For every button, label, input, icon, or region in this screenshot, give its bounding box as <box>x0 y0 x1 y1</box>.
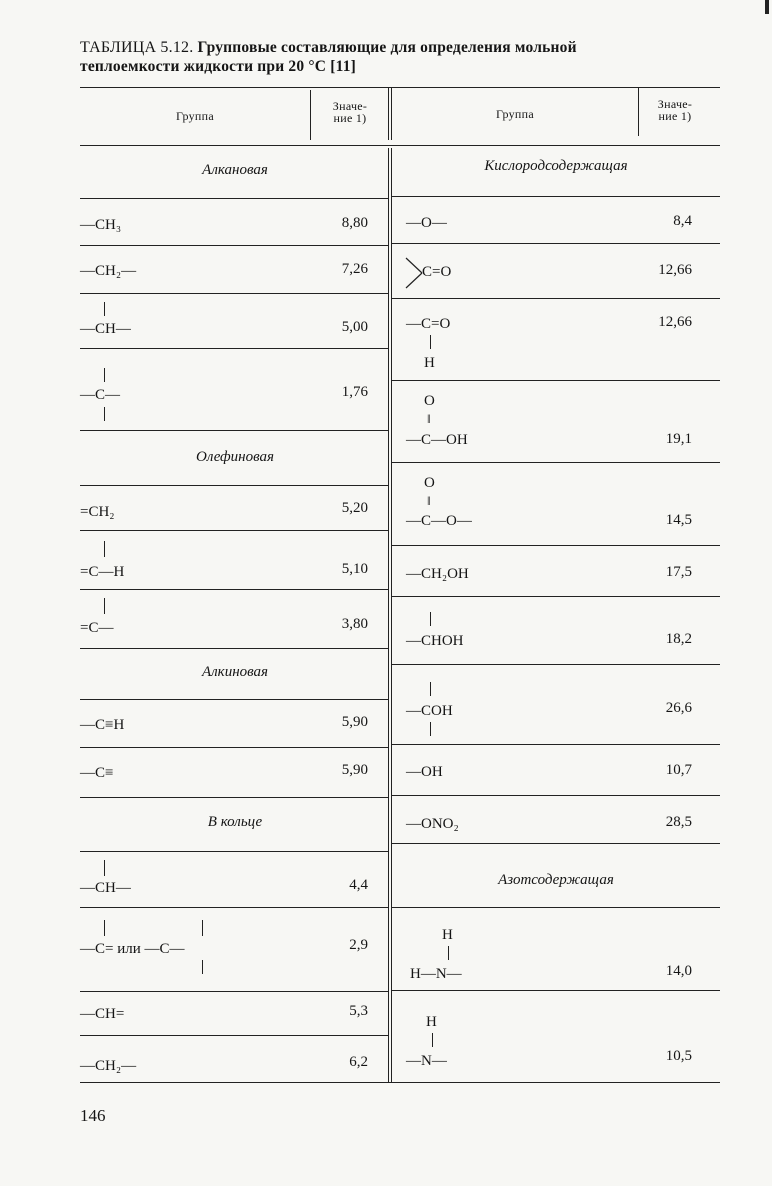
right-value-12: 10,5 <box>665 1048 692 1064</box>
left-group-5: =CH₂ <box>80 504 115 520</box>
bond-mark <box>104 368 105 382</box>
left-group-8: —C≡H <box>80 717 125 733</box>
right-rule <box>392 596 720 597</box>
left-rule <box>80 648 388 649</box>
header-group-right <box>392 108 638 120</box>
right-group-7: —CHOH <box>406 633 464 649</box>
bond-mark <box>430 682 431 696</box>
table-number: ТАБЛИЦА 5.12. <box>80 39 194 56</box>
left-group-2: —CH₂— <box>80 263 137 279</box>
right-value-1: 8,4 <box>673 213 692 229</box>
header-group-right-text: Группа <box>496 107 534 121</box>
right-group-2: C=O <box>422 264 452 280</box>
page-number: 146 <box>80 1106 106 1125</box>
left-value-6: 5,10 <box>341 561 368 577</box>
right-value-5: 14,5 <box>665 512 692 528</box>
left-group-9: —C≡ <box>80 765 114 781</box>
left-value-2: 7,26 <box>341 261 368 277</box>
double-bond-mark: ‖ <box>427 411 431 426</box>
right-rule <box>392 380 720 381</box>
center-rule-b <box>391 148 392 1083</box>
right-value-8: 26,6 <box>665 700 692 716</box>
right-value-2: 12,66 <box>658 262 692 278</box>
right-rule <box>392 907 720 908</box>
header-divider-2 <box>388 88 389 140</box>
left-rule <box>80 1035 388 1036</box>
bond-mark <box>432 1033 433 1047</box>
left-rule <box>80 293 388 294</box>
header-group-left-text: Группа <box>176 109 214 123</box>
left-value-13: 6,2 <box>349 1054 368 1070</box>
right-rule <box>392 196 720 197</box>
header-value-right <box>640 98 710 122</box>
left-rule <box>80 851 388 852</box>
right-group-8: —COH <box>406 703 453 719</box>
left-rule <box>80 991 388 992</box>
double-bond-mark: ‖ <box>427 493 431 508</box>
left-rule <box>80 198 388 199</box>
section-oxygen: Кислородсодержащая <box>484 158 628 174</box>
section-alkane: Алкановая <box>202 162 268 178</box>
right-group-3: —C=O <box>406 316 451 332</box>
right-group-3-h: H <box>424 355 435 371</box>
left-group-10: —CH— <box>80 880 131 896</box>
right-group-10: —ONO₂ <box>406 816 459 832</box>
left-group-1: —CH₃ <box>80 217 122 233</box>
bond-mark <box>104 920 105 936</box>
left-group-4: —C— <box>80 387 121 403</box>
bond-mark <box>202 960 203 974</box>
left-value-9: 5,90 <box>341 762 368 778</box>
right-group-11: H—N— <box>410 966 462 982</box>
left-rule <box>80 485 388 486</box>
left-rule <box>80 245 388 246</box>
right-group-4: —C—OH <box>406 432 468 448</box>
left-value-4: 1,76 <box>341 384 368 400</box>
left-rule <box>80 530 388 531</box>
header-bottom-rule <box>80 145 720 146</box>
right-rule <box>392 843 720 844</box>
bond-mark <box>202 920 203 936</box>
right-rule <box>392 795 720 796</box>
right-rule <box>392 664 720 665</box>
corner-mark <box>765 0 769 14</box>
left-rule <box>80 747 388 748</box>
header-value-left-line2: ние 1) <box>333 111 367 125</box>
right-group-6: —CH₂OH <box>406 566 469 582</box>
section-alkyne: Алкиновая <box>201 664 269 680</box>
left-group-11: —C= или —C— <box>80 941 185 957</box>
right-group-4-o: O <box>424 393 435 409</box>
left-group-3: —CH— <box>80 321 131 337</box>
bond-mark <box>104 407 105 421</box>
bond-mark <box>104 860 105 876</box>
right-rule <box>392 298 720 299</box>
left-rule <box>80 589 388 590</box>
right-rule <box>392 243 720 244</box>
right-group-1: —O— <box>406 215 447 231</box>
left-value-10: 4,4 <box>349 877 368 893</box>
left-rule <box>80 430 388 431</box>
right-value-9: 10,7 <box>665 762 692 778</box>
header-divider-1 <box>310 90 311 140</box>
right-group-12: —N— <box>406 1053 447 1069</box>
left-rule <box>80 797 388 798</box>
title-line-2: теплоемкости жидкости при 20 °C [11] <box>80 58 357 75</box>
right-value-6: 17,5 <box>665 564 692 580</box>
right-value-10: 28,5 <box>665 814 692 830</box>
right-rule <box>392 545 720 546</box>
header-value-left <box>312 100 388 124</box>
right-group-5-o: O <box>424 475 435 491</box>
center-rule-a <box>388 148 389 1083</box>
header-value-left-line1: Значе- <box>332 99 368 113</box>
left-value-5: 5,20 <box>341 500 368 516</box>
section-nitrogen: Азотсодержащая <box>498 872 614 888</box>
right-rule <box>392 990 720 991</box>
title-line-1: Групповые составляющие для определения мольной <box>197 39 577 56</box>
right-rule <box>392 462 720 463</box>
left-rule <box>80 699 388 700</box>
header-divider-3 <box>638 88 639 136</box>
table-title <box>80 38 680 76</box>
left-group-7: =C— <box>80 620 114 636</box>
bond-mark <box>104 541 105 557</box>
header-value-right-line2: ние 1) <box>658 109 692 123</box>
left-value-11: 2,9 <box>349 937 368 953</box>
right-value-3: 12,66 <box>658 314 692 330</box>
left-value-12: 5,3 <box>349 1003 368 1019</box>
header-top-rule <box>80 87 720 88</box>
table-bottom-rule <box>80 1082 720 1083</box>
header-group-left <box>80 110 310 122</box>
right-group-12-h: H <box>426 1014 437 1030</box>
right-value-4: 19,1 <box>665 431 692 447</box>
left-rule <box>80 348 388 349</box>
left-group-12: —CH= <box>80 1006 125 1022</box>
left-value-7: 3,80 <box>341 616 368 632</box>
right-group-11-h: H <box>442 927 453 943</box>
bond-mark <box>104 598 105 614</box>
left-value-8: 5,90 <box>341 714 368 730</box>
right-rule <box>392 744 720 745</box>
right-group-9: —OH <box>406 764 443 780</box>
section-ring: В кольце <box>207 814 263 830</box>
left-value-3: 5,00 <box>341 319 368 335</box>
bond-mark <box>430 335 431 349</box>
section-olefin: Олефиновая <box>195 449 274 465</box>
right-group-5: —C—O— <box>406 513 472 529</box>
carbonyl-bonds-icon <box>404 256 424 290</box>
bond-mark <box>104 302 105 316</box>
bond-mark <box>430 722 431 736</box>
left-rule <box>80 907 388 908</box>
header-value-right-line1: Значе- <box>657 97 693 111</box>
bond-mark <box>430 612 431 626</box>
left-group-13: —CH₂— <box>80 1058 137 1074</box>
right-value-7: 18,2 <box>665 631 692 647</box>
left-value-1: 8,80 <box>341 215 368 231</box>
right-value-11: 14,0 <box>665 963 692 979</box>
bond-mark <box>448 946 449 960</box>
left-group-6: =C—H <box>80 564 125 580</box>
